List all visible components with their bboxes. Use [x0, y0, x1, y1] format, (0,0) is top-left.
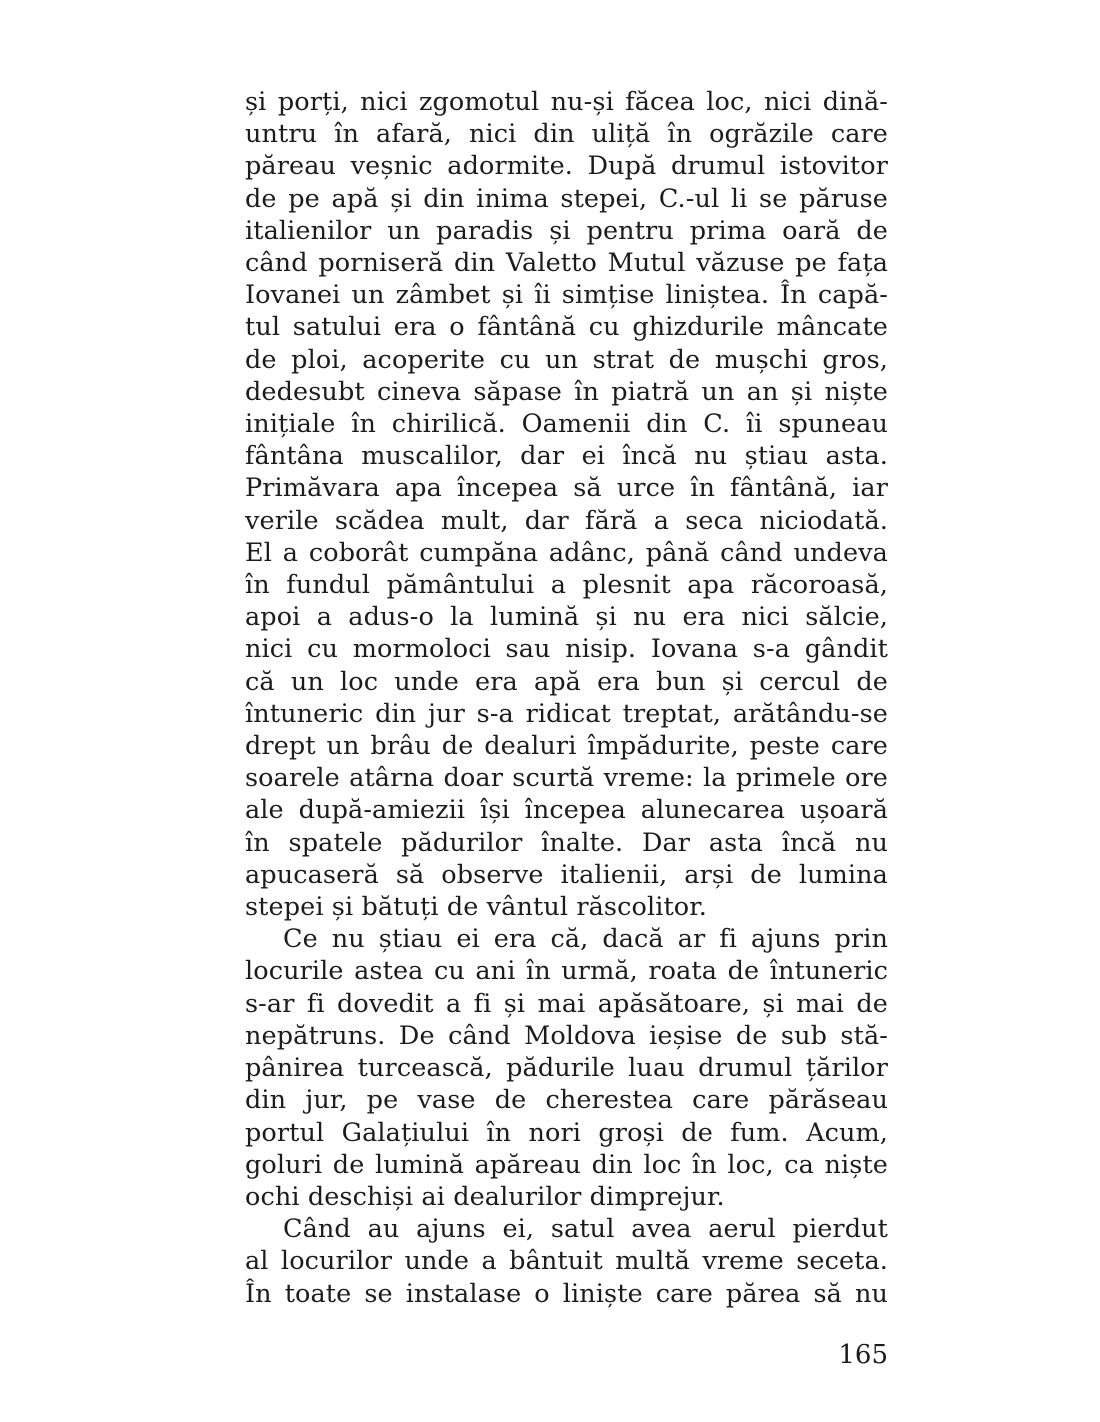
text-line: s-ar fi dovedit a fi și mai apăsătoare, și mai de: [245, 988, 888, 1019]
text-line: soarele atârna doar scurtă vreme: la primele ore: [245, 763, 888, 794]
text-line: apoi a adus-o la lumină și nu era nici sălcie,: [245, 602, 888, 633]
text-line: nici cu mormoloci sau nisip. Iovana s-a gândit: [245, 634, 888, 665]
text-line: În toate se instalase o liniște care părea să nu: [245, 1278, 888, 1309]
text-line: italienilor un paradis și pentru prima oară de: [245, 215, 888, 246]
text-line: că un loc unde era apă era bun și cercul de: [245, 666, 888, 697]
text-line: verile scădea mult, dar fără a seca niciodată.: [245, 505, 888, 536]
text-line: portul Galațiului în nori groși de fum. Acum,: [245, 1117, 888, 1148]
text-line: ale după-amiezii își începea alunecarea ușoară: [245, 795, 888, 826]
text-line: păreau veșnic adormite. După drumul istovitor: [245, 151, 888, 182]
text-line: dedesubt cineva săpase în piatră un an și niște: [245, 376, 888, 407]
text-line: locurile astea cu ani în urmă, roata de întuneric: [245, 956, 888, 987]
text-line: tul satului era o fântână cu ghizdurile mâncate: [245, 312, 888, 343]
text-line: Când au ajuns ei, satul avea aerul pierdut: [283, 1214, 888, 1245]
text-line: de pe apă și din inima stepei, C.-ul li se păruse: [245, 183, 888, 214]
text-line: apucaseră să observe italienii, arși de lumina: [245, 859, 888, 890]
text-line: când porniseră din Valetto Mutul văzuse pe fața: [245, 248, 888, 279]
text-line: de ploi, acoperite cu un strat de mușchi gros,: [245, 344, 888, 375]
text-line: drept un brâu de dealuri împădurite, peste care: [245, 731, 888, 762]
text-line: al locurilor unde a bântuit multă vreme seceta.: [245, 1246, 888, 1277]
text-line: stepei și bătuți de vântul răscolitor.: [245, 892, 707, 923]
text-line: Iovanei un zâmbet și îi simțise liniștea. În capă-: [245, 280, 888, 311]
text-line: goluri de lumină apăreau din loc în loc, ca niște: [245, 1149, 888, 1180]
text-line: din jur, pe vase de cherestea care părăseau: [245, 1085, 888, 1116]
text-line: întuneric din jur s-a ridicat treptat, arătându-se: [245, 698, 888, 729]
text-line: inițiale în chirilică. Oamenii din C. îi spuneau: [245, 409, 888, 440]
text-line: fântâna muscalilor, dar ei încă nu știau asta.: [245, 441, 888, 472]
text-line: El a coborât cumpăna adânc, până când undeva: [245, 537, 888, 568]
text-line: și porți, nici zgomotul nu-și făcea loc, nici dină-: [245, 87, 888, 117]
text-line: nepătruns. De când Moldova ieșise de sub stă-: [245, 1020, 888, 1051]
text-line: untru în afară, nici din uliță în ogrăzile care: [245, 119, 888, 150]
text-line: în fundul pământului a plesnit apa răcoroasă,: [245, 570, 888, 601]
text-line: pânirea turcească, pădurile luau drumul țărilor: [245, 1053, 888, 1084]
text-block: [245, 86, 888, 1310]
text-line: Ce nu știau ei era că, dacă ar fi ajuns prin: [283, 924, 888, 955]
text-line: Primăvara apa începea să urce în fântână, iar: [245, 473, 888, 504]
text-line: ochi deschiși ai dealurilor dimprejur.: [245, 1181, 725, 1212]
page-number: 165: [838, 1340, 888, 1370]
text-line: în spatele pădurilor înalte. Dar asta încă nu: [245, 827, 888, 858]
